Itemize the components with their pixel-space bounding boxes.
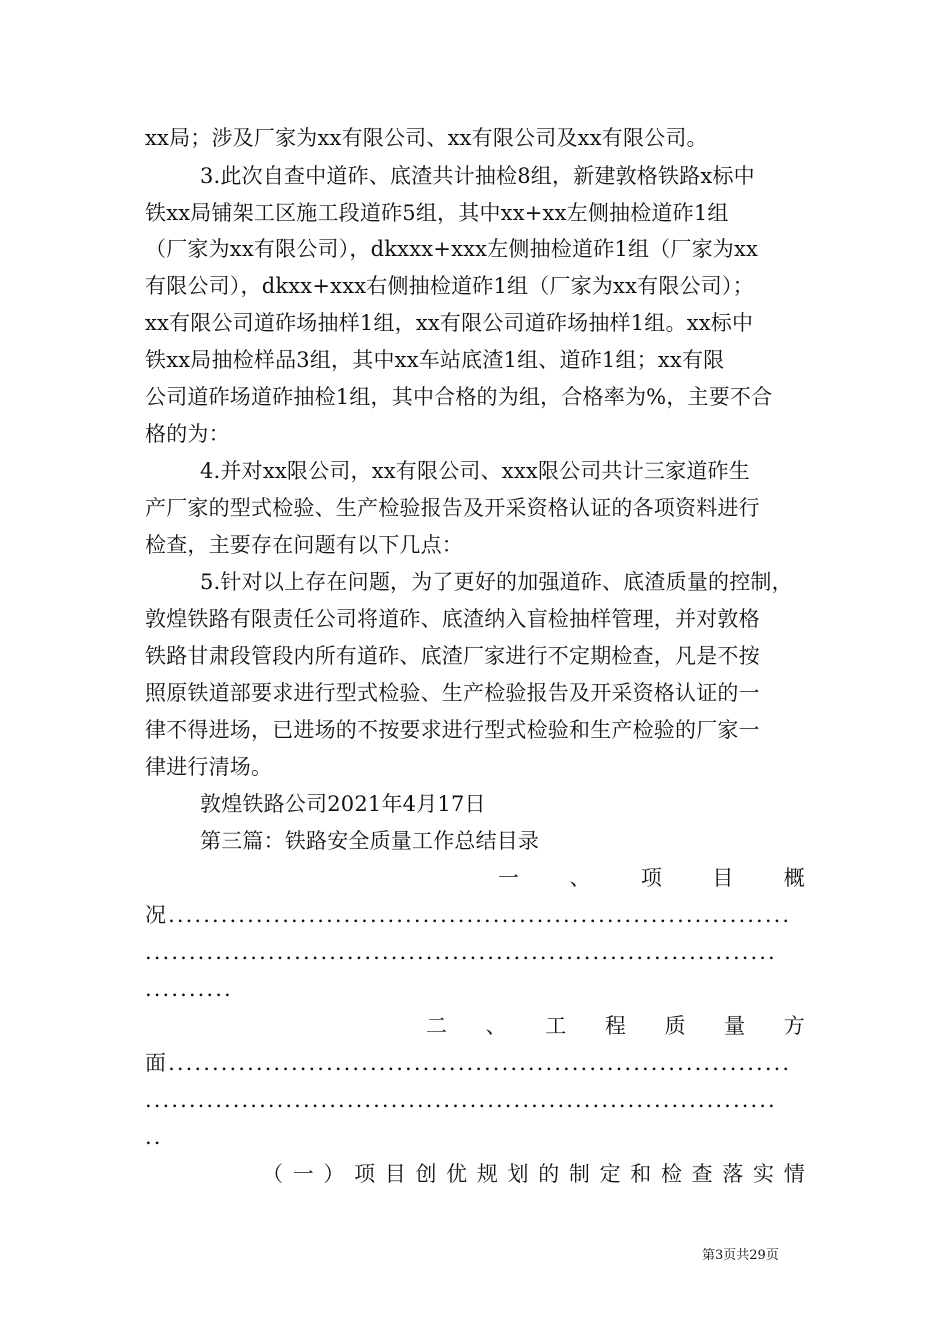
section-title: 第三篇：铁路安全质量工作总结目录 [200, 829, 540, 853]
body-line: 有限公司），dkxx+xxx右侧抽检道砟1组（厂家为xx有限公司）； [145, 274, 754, 298]
body-line: 铁xx局抽检样品3组，其中xx车站底渣1组、道砟1组；xx有限 [145, 348, 725, 372]
body-line: 5.针对以上存在问题，为了更好的加强道砟、底渣质量的控制， [200, 570, 793, 594]
page-number-footer: 第3页共29页 [702, 1248, 779, 1263]
body-line: 4.并对xx限公司，xx有限公司、xxx限公司共计三家道砟生 [200, 459, 750, 483]
body-line: 律不得进场，已进场的不按要求进行型式检验和生产检验的厂家一 [145, 718, 760, 742]
signature-date: 敦煌铁路公司2021年4月17日 [200, 792, 486, 816]
toc-leader-dots: .......... [145, 977, 233, 1001]
body-line: xx局；涉及厂家为xx有限公司、xx有限公司及xx有限公司。 [145, 126, 708, 150]
toc-leader-dots: ........................................................................ [145, 1088, 777, 1112]
body-line: 3.此次自查中道砟、底渣共计抽检8组，新建敦格铁路x标中 [200, 164, 755, 188]
body-line: 敦煌铁路有限责任公司将道砟、底渣纳入盲检抽样管理，并对敦格 [145, 607, 760, 631]
body-line: （厂家为xx有限公司），dkxxx+xxx左侧抽检道砟1组（厂家为xx [145, 237, 759, 261]
toc-item-3-heading: （ 一 ） 项 目 创 优 规 划 的 制 定 和 检 查 落 实 情 [262, 1162, 805, 1186]
body-line: 铁路甘肃段管段内所有道砟、底渣厂家进行不定期检查，凡是不按 [145, 644, 760, 668]
body-line: xx有限公司道砟场抽样1组，xx有限公司道砟场抽样1组。xx标中 [145, 311, 754, 335]
body-line: 格的为： [145, 422, 230, 446]
body-line: 产厂家的型式检验、生产检验报告及开采资格认证的各项资料进行 [145, 496, 760, 520]
toc-item-1-heading: 一 、 项 目 概 [498, 866, 805, 890]
toc-leader-dots: ........................................................................ [145, 940, 777, 964]
toc-item-1-leader: 况....................................................................... [145, 903, 792, 927]
body-line: 检查，主要存在问题有以下几点： [145, 533, 463, 557]
body-line: 照原铁道部要求进行型式检验、生产检验报告及开采资格认证的一 [145, 681, 760, 705]
toc-item-2-leader: 面....................................................................... [145, 1051, 792, 1075]
toc-item-2-heading: 二 、 工 程 质 量 方 [426, 1014, 805, 1038]
body-line: 铁xx局铺架工区施工段道砟5组，其中xx+xx左侧抽检道砟1组 [145, 201, 729, 225]
body-line: 律进行清场。 [145, 755, 273, 779]
toc-leader-dots: .. [145, 1125, 163, 1149]
body-line: 公司道砟场道砟抽检1组，其中合格的为组，合格率为%，主要不合 [145, 385, 773, 409]
